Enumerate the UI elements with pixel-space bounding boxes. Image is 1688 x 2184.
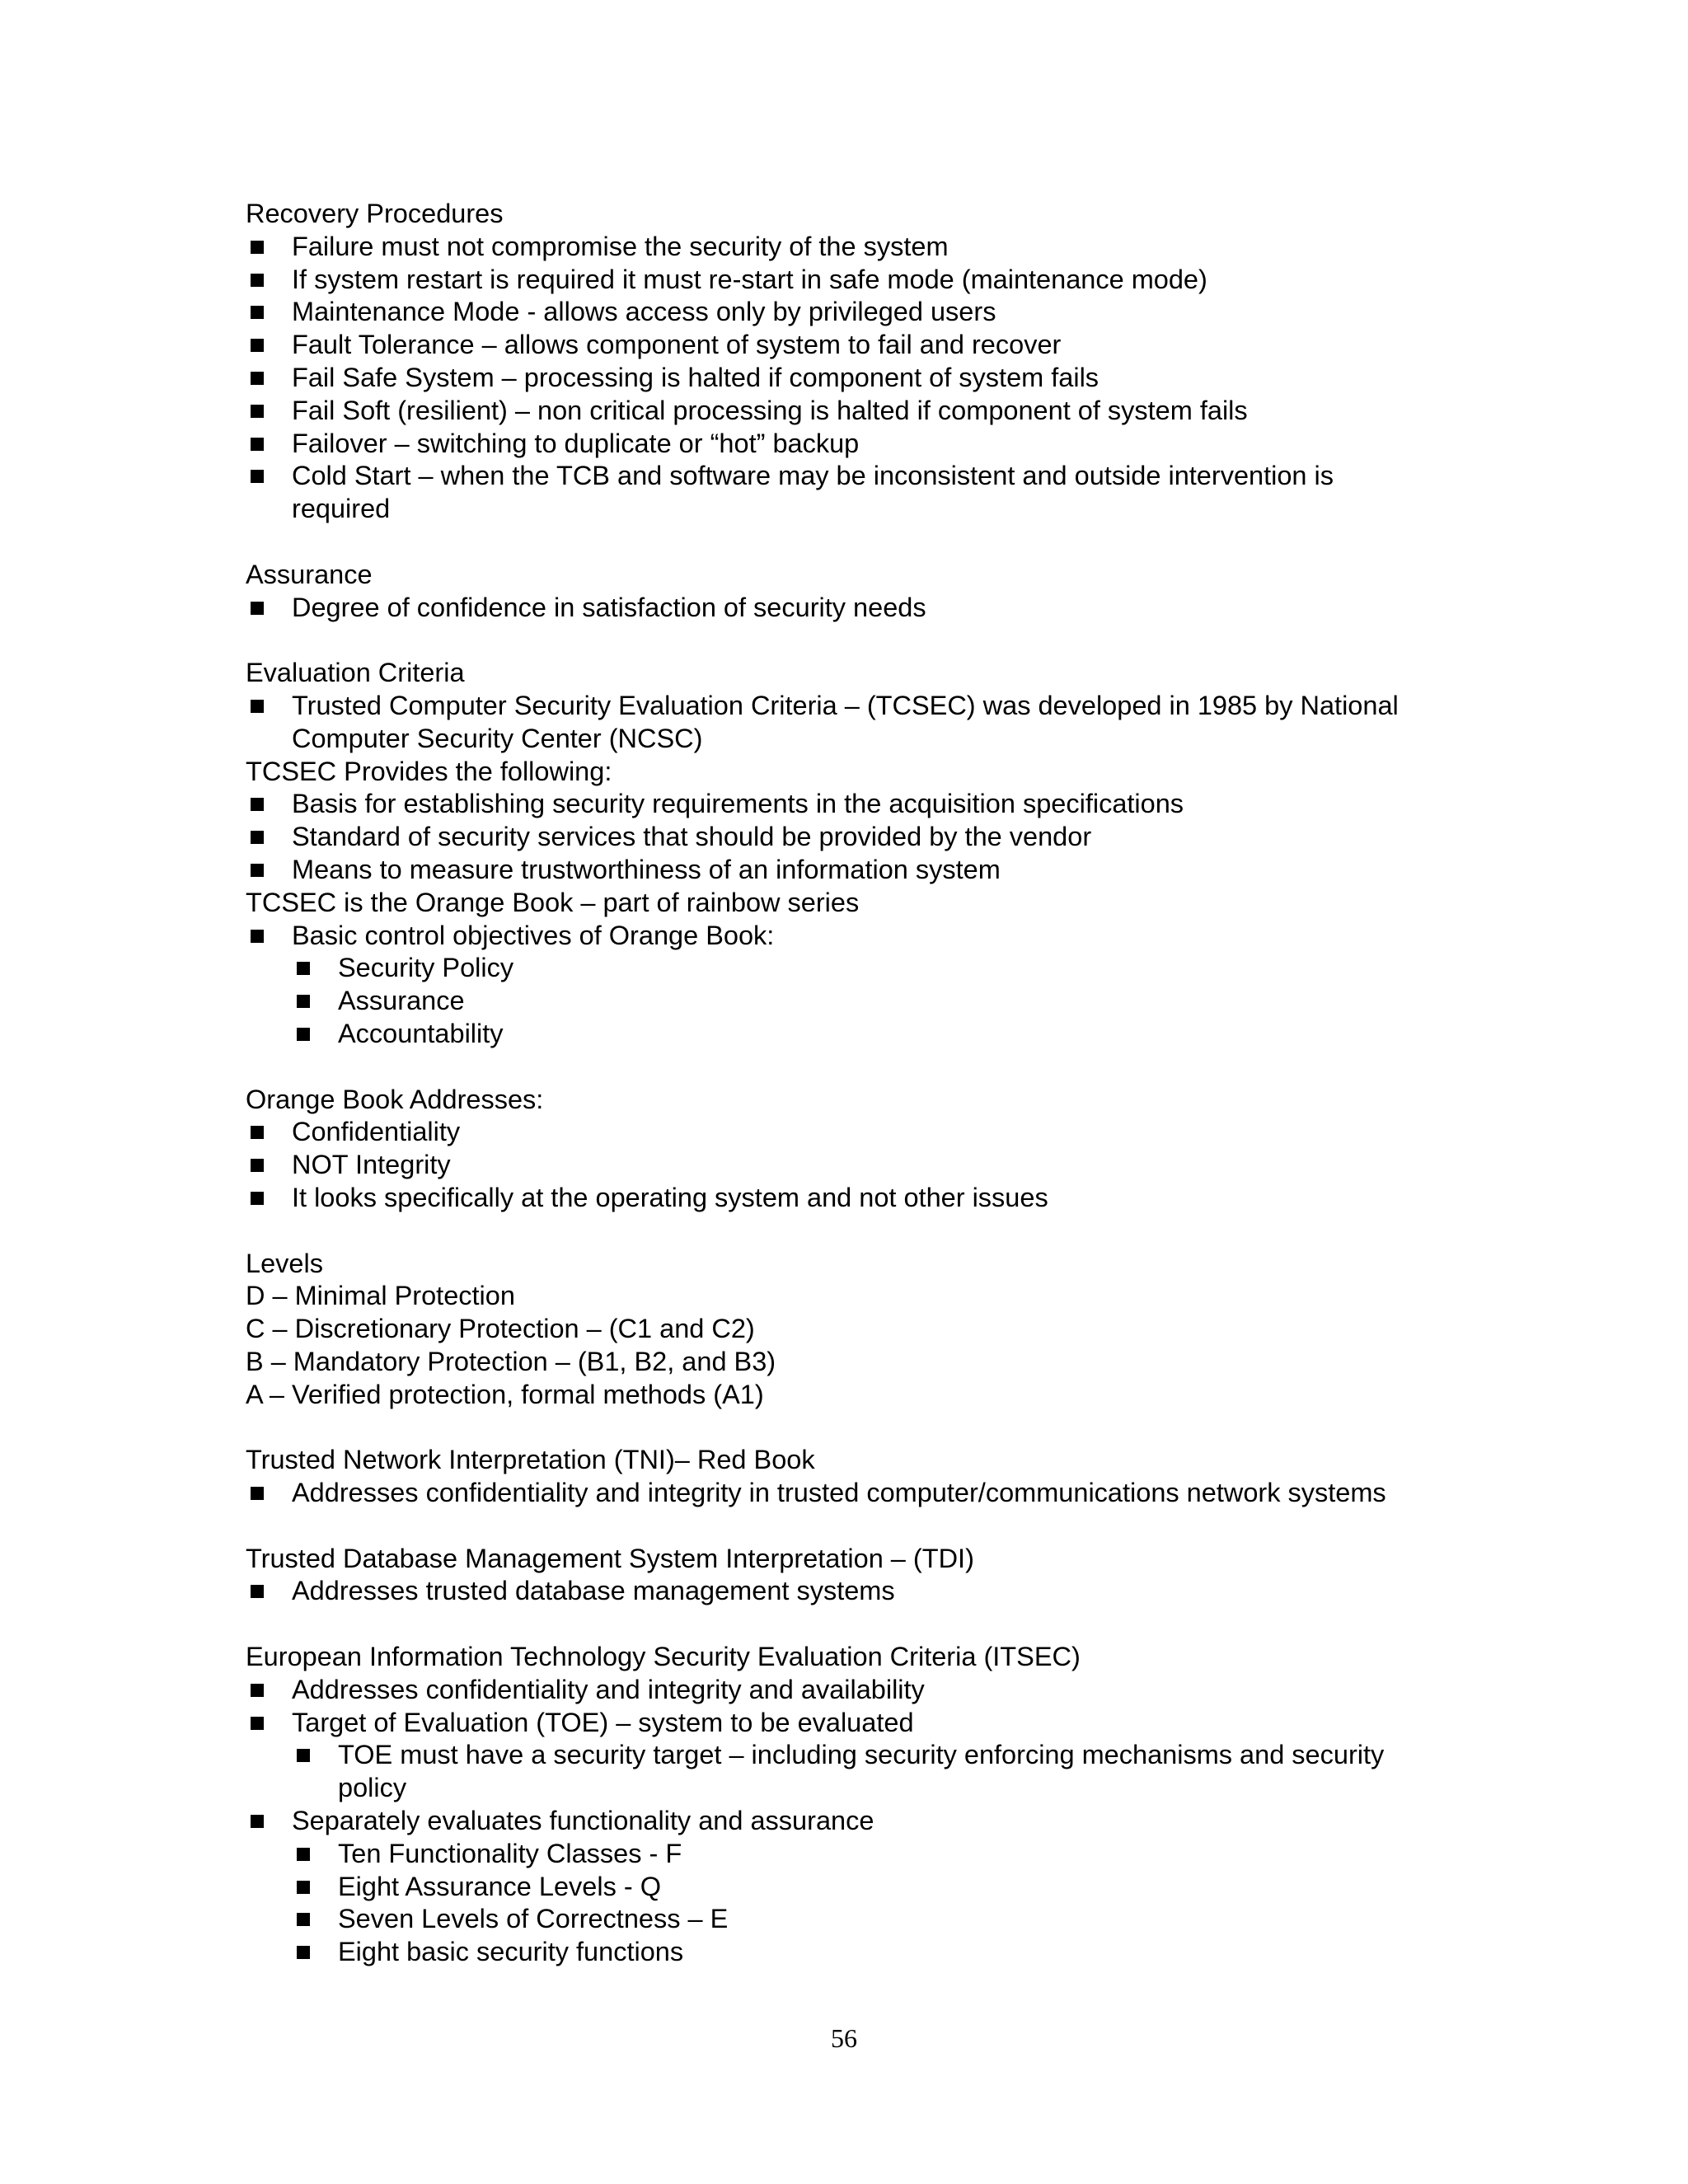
list-item-text: Ten Functionality Classes - F bbox=[338, 1838, 682, 1868]
square-bullet-icon bbox=[297, 1848, 310, 1861]
square-bullet-icon bbox=[251, 798, 264, 811]
section-heading: Levels bbox=[246, 1248, 323, 1278]
list-item-text: Addresses trusted database management systems bbox=[292, 1576, 895, 1606]
list-item-text: Confidentiality bbox=[292, 1117, 461, 1147]
square-bullet-icon bbox=[251, 306, 264, 319]
section-heading: Recovery Procedures bbox=[246, 199, 504, 228]
list-item-text: Means to measure trustworthiness of an information system bbox=[292, 854, 1001, 884]
list-item-text: Basis for establishing security requirements in the acquisition specifications bbox=[292, 789, 1184, 819]
list-item-text: TOE must have a security target – including security enforcing mechanisms and security bbox=[338, 1740, 1385, 1770]
square-bullet-icon bbox=[251, 339, 264, 352]
square-bullet-icon bbox=[251, 405, 264, 418]
square-bullet-icon bbox=[251, 372, 264, 385]
square-bullet-icon bbox=[251, 1684, 264, 1697]
list-item-text: Addresses confidentiality and integrity and availability bbox=[292, 1674, 925, 1704]
sub-list-item bbox=[246, 1739, 1465, 1805]
level-line: D – Minimal Protection bbox=[246, 1281, 515, 1311]
plain-text-line: TCSEC is the Orange Book – part of rainbow series bbox=[246, 887, 860, 917]
list-item-text: Eight basic security functions bbox=[338, 1937, 684, 1967]
sub-list-item bbox=[246, 1936, 1465, 1969]
list-item-text: Cold Start – when the TCB and software may be inconsistent and outside intervention is bbox=[292, 461, 1334, 491]
document-body bbox=[246, 198, 1465, 1969]
list-item bbox=[246, 1149, 1465, 1182]
list-item bbox=[246, 1707, 1465, 1740]
list-item bbox=[246, 395, 1465, 428]
list-item-text: Assurance bbox=[338, 986, 465, 1016]
spacer bbox=[246, 1051, 1465, 1084]
sub-list-item bbox=[246, 1838, 1465, 1871]
list-item bbox=[246, 1674, 1465, 1707]
square-bullet-icon bbox=[251, 1487, 264, 1500]
list-item-continuation: policy bbox=[338, 1773, 407, 1803]
square-bullet-icon bbox=[297, 1946, 310, 1959]
list-item bbox=[246, 920, 1465, 953]
sub-list-item bbox=[246, 952, 1465, 985]
list-item-text: Trusted Computer Security Evaluation Criteria – (TCSEC) was developed in 1985 by National bbox=[292, 690, 1399, 720]
list-item bbox=[246, 854, 1465, 887]
square-bullet-icon bbox=[251, 864, 264, 877]
square-bullet-icon bbox=[251, 1159, 264, 1172]
list-item-text: Failover – switching to duplicate or “hot” backup bbox=[292, 428, 860, 458]
list-item bbox=[246, 1805, 1465, 1838]
list-item bbox=[246, 1182, 1465, 1215]
list-item bbox=[246, 362, 1465, 395]
square-bullet-icon bbox=[251, 1815, 264, 1828]
list-item bbox=[246, 460, 1465, 526]
square-bullet-icon bbox=[251, 602, 264, 615]
list-item-continuation: Computer Security Center (NCSC) bbox=[292, 723, 703, 753]
page-number: 56 bbox=[831, 2023, 857, 2053]
list-item bbox=[246, 296, 1465, 329]
section-heading: Orange Book Addresses: bbox=[246, 1084, 544, 1114]
plain-text-line: TCSEC Provides the following: bbox=[246, 756, 612, 786]
list-item bbox=[246, 1575, 1465, 1608]
spacer bbox=[246, 1215, 1465, 1248]
list-item-text: Fail Safe System – processing is halted if component of system fails bbox=[292, 362, 1100, 392]
list-item-text: Standard of security services that should be provided by the vendor bbox=[292, 822, 1092, 852]
list-item-text: Maintenance Mode - allows access only by privileged users bbox=[292, 297, 996, 327]
sub-list-item bbox=[246, 1018, 1465, 1051]
square-bullet-icon bbox=[251, 1585, 264, 1598]
list-item-text: Failure must not compromise the security of the system bbox=[292, 231, 949, 261]
list-item bbox=[246, 264, 1465, 297]
square-bullet-icon bbox=[297, 962, 310, 975]
square-bullet-icon bbox=[251, 930, 264, 943]
sub-list-item bbox=[246, 1903, 1465, 1936]
square-bullet-icon bbox=[251, 1126, 264, 1139]
list-item bbox=[246, 329, 1465, 362]
list-item-text: Degree of confidence in satisfaction of security needs bbox=[292, 592, 926, 622]
section-heading: Trusted Network Interpretation (TNI)– Red Book bbox=[246, 1445, 815, 1475]
spacer bbox=[246, 1411, 1465, 1444]
square-bullet-icon bbox=[251, 1717, 264, 1730]
list-item bbox=[246, 1116, 1465, 1149]
list-item-text: Eight Assurance Levels - Q bbox=[338, 1871, 661, 1901]
square-bullet-icon bbox=[297, 1749, 310, 1762]
list-item-text: Fail Soft (resilient) – non critical processing is halted if component of system fails bbox=[292, 395, 1248, 425]
list-item bbox=[246, 592, 1465, 625]
spacer bbox=[246, 624, 1465, 657]
list-item-text: Separately evaluates functionality and assurance bbox=[292, 1806, 874, 1836]
list-item-text: NOT Integrity bbox=[292, 1150, 451, 1180]
list-item bbox=[246, 821, 1465, 854]
spacer bbox=[246, 1608, 1465, 1641]
list-item-continuation: required bbox=[292, 494, 391, 524]
square-bullet-icon bbox=[297, 1881, 310, 1894]
spacer bbox=[246, 1510, 1465, 1543]
level-line: B – Mandatory Protection – (B1, B2, and B3) bbox=[246, 1346, 776, 1376]
square-bullet-icon bbox=[251, 274, 264, 287]
list-item bbox=[246, 428, 1465, 461]
square-bullet-icon bbox=[251, 831, 264, 844]
list-item-text: If system restart is required it must re-start in safe mode (maintenance mode) bbox=[292, 264, 1207, 294]
sub-list-item bbox=[246, 1871, 1465, 1904]
level-line: C – Discretionary Protection – (C1 and C2) bbox=[246, 1314, 755, 1344]
list-item-text: Target of Evaluation (TOE) – system to be evaluated bbox=[292, 1707, 914, 1737]
square-bullet-icon bbox=[251, 470, 264, 483]
level-line: A – Verified protection, formal methods (A1) bbox=[246, 1379, 764, 1409]
list-item bbox=[246, 788, 1465, 821]
square-bullet-icon bbox=[297, 1028, 310, 1041]
section-heading: Trusted Database Management System Interpretation – (TDI) bbox=[246, 1543, 974, 1573]
section-heading: European Information Technology Security Evaluation Criteria (ITSEC) bbox=[246, 1642, 1081, 1672]
list-item-text: Security Policy bbox=[338, 953, 514, 983]
sub-list-item bbox=[246, 985, 1465, 1018]
list-item-text: Fault Tolerance – allows component of system to fail and recover bbox=[292, 330, 1062, 360]
square-bullet-icon bbox=[251, 1192, 264, 1205]
square-bullet-icon bbox=[297, 995, 310, 1008]
list-item bbox=[246, 231, 1465, 264]
section-heading: Assurance bbox=[246, 559, 373, 589]
square-bullet-icon bbox=[297, 1913, 310, 1926]
square-bullet-icon bbox=[251, 241, 264, 254]
list-item-text: Seven Levels of Correctness – E bbox=[338, 1904, 729, 1934]
list-item bbox=[246, 1477, 1465, 1510]
list-item-text: Addresses confidentiality and integrity in trusted computer/communications network systems bbox=[292, 1478, 1386, 1508]
list-item bbox=[246, 690, 1465, 756]
list-item-text: Basic control objectives of Orange Book: bbox=[292, 920, 775, 950]
list-item-text: It looks specifically at the operating system and not other issues bbox=[292, 1182, 1048, 1212]
spacer bbox=[246, 526, 1465, 559]
section-heading: Evaluation Criteria bbox=[246, 658, 465, 688]
square-bullet-icon bbox=[251, 438, 264, 451]
square-bullet-icon bbox=[251, 700, 264, 713]
list-item-text: Accountability bbox=[338, 1018, 504, 1048]
